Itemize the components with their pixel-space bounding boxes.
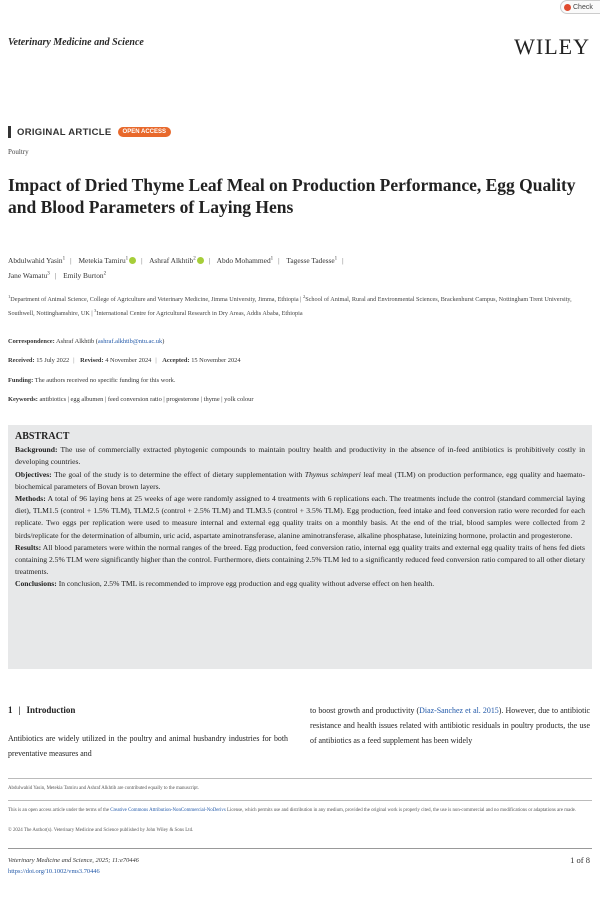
article-type-bar [8,126,11,138]
open-access-badge: OPEN ACCESS [118,127,171,137]
abstract-box [8,425,592,669]
abstract-objectives: Objectives: The goal of the study is to determine the effect of dietary supplementation with Thymus schimperi leaf meal (TLM) on production performance, egg quality and haemato-biochemical parameters of Bovan brown layers. [15,469,585,491]
funding: Funding: The authors received no specific funding for this work. [8,377,176,384]
affiliation: International Centre for Agricultural Research in Dry Areas, Addis Ababa, Ethiopia [96,310,303,318]
abstract-methods: Methods: A total of 96 laying hens at 25 weeks of age were randomly assigned to 4 treatments with 6 replications each. The treatments include the control (standard commercial laying diet), TLM1.5 (control + 1.5% TLM), TLM2.5 (control + 2.5% TLM) and TLM3.5 (control + 3.5% TLM). Egg production, feed intake and feed conversion ratio were recorded for each replicate. Two eggs per replication were used to measure internal and external egg quality traits on a monthly basis. At the end of the trial, blood samples were collected from 2 birds/replicate for the determination of albumin, uric acid, aspartate aminotransferase, alanine aminotransferase, alkaline phosphatase, luteinizing hormone, prolactin and progesterone. [15,494,585,540]
footer-citation [8,855,139,877]
footer-divider [8,848,592,849]
body-column-right [310,703,590,748]
author[interactable]: Tagesse Tadesse$^1$ [286,256,338,266]
page-number: 1 of 8 [570,855,590,865]
footnote-divider [8,800,592,801]
intro-paragraph-right: to boost growth and productivity (Diaz-Sanchez et al. 2015). However, due to antibiotic resistance and health issues related with antibiotic residuals in poultry products, the use of antibiotics as a feed supplement has been widely [310,706,591,745]
abstract-background: Background: The use of commercially extracted phytogenic compounds to maintain poultry health and productivity in the absence of in-feed antibiotics is prohibitively costly in developing countries. [15,445,585,467]
author[interactable]: Metekia Tamiru$^1$ [78,256,136,265]
affiliation: Department of Animal Science, College of Agriculture and Veterinary Medicine, Jimma University, Jimma, Ethiopia [10,296,299,304]
section-heading-introduction: 1 | Introduction [8,705,76,715]
abstract-results: Results: All blood parameters were within the normal ranges of the breed. Egg production, feed conversion ratio, internal egg quality traits and external egg quality traits of hens fed diets containing 2.5% TLM were significantly higher than the control. Furthermore, diets containing 2.5% TLM led to a significantly reduced feed conversion ratio compared to all other dietary treatments. [15,542,585,577]
abstract-conclusions: Conclusions: In conclusion, 2.5% TML is recommended to improve egg production and egg quality without adverse effect on hen health. [15,579,435,589]
author[interactable]: Jane Wamatu$^3$ [8,270,50,280]
article-title: Impact of Dried Thyme Leaf Meal on Production Performance, Egg Quality and Blood Parameters of Laying Hens [8,175,576,217]
article-section: Poultry [8,148,29,156]
check-icon [564,4,571,11]
license-link[interactable]: Creative Commons Attribution-NonCommercial-NoDerivs [110,808,226,813]
check-for-updates-badge[interactable] [560,0,600,14]
check-badge-label: Check [573,3,593,11]
footnote-divider [8,778,592,779]
keywords: Keywords: antibiotics | egg albumen | feed conversion ratio | progesterone | thyme | yolk colour [8,396,254,403]
body-column-left [8,703,288,761]
affiliations: $^1$Department of Animal Science, College of Agriculture and Veterinary Medicine, Jimma University, Jimma, Ethiopia | $^2$School of Animal, Rural and Environmental Sciences, Brackenhurst Campus, Nottingham Trent University, Southwell, Nottinghamshire, UK | $^3$International Centre for Agricultural Research in Dry Areas, Addis Ababa, Ethiopia [8,294,572,318]
journal-name: Veterinary Medicine and Science [8,37,144,48]
author[interactable]: Emily Burton$^2$ [63,270,107,280]
dates: Received: 15 July 2022 | Revised: 4 November 2024 | Accepted: 15 November 2024 [8,357,241,364]
correspondence: Correspondence: Ashraf Alkhtib (ashraf.alkhtib@ntu.ac.uk) [8,338,165,345]
article-type-label: ORIGINAL ARTICLE [17,126,112,138]
correspondence-email-link[interactable]: ashraf.alkhtib@ntu.ac.uk [97,338,163,345]
publisher-logo: WILEY [514,34,590,59]
author[interactable]: Abdo Mohammed$^1$ [216,256,274,266]
affiliation: School of Animal, Rural and Environmental Sciences, Brackenhurst Campus, Nottingham Trent University, Southwell, Nottinghamshire, UK [8,296,572,318]
doi-link[interactable]: https://doi.org/10.1002/vms3.70446 [8,868,100,875]
abstract-heading: ABSTRACT [15,431,70,442]
footnote-equal-contribution: Abdulwahid Yasin, Metekia Tamiru and Ashraf Alkhtib are contributed equally to the manuscript. [8,786,199,791]
article-type [8,126,171,138]
footnote-copyright: © 2024 The Author(s). Veterinary Medicine and Science published by John Wiley & Sons Ltd. [8,828,194,833]
orcid-icon[interactable] [197,257,204,264]
footnote-license: This is an open access article under the terms of the Creative Commons Attribution-NonCommercial-NoDerivs License, which permits use and distribution in any medium, provided the original work is properly cited, the use is non-commercial and no modifications or adaptations are made. [8,808,577,813]
citation-link[interactable]: Diaz-Sanchez et al. 2015 [419,706,499,715]
orcid-icon[interactable] [129,257,136,264]
intro-paragraph-left: Antibiotics are widely utilized in the poultry and animal husbandry industries for both preventative measures and [8,734,288,758]
author[interactable]: Abdulwahid Yasin$^1$ [8,256,66,266]
author[interactable]: Ashraf Alkhtib$^2$ [149,256,204,265]
footer-journal: Veterinary Medicine and Science, 2025; 11:e70446 [8,857,139,864]
author-list: Abdulwahid Yasin$^1$ | Metekia Tamiru$^1$ | Ashraf Alkhtib$^2$ | Abdo Mohammed$^1$ | Tagesse Tadesse$^1$ | Jane Wamatu$^3$ | Emily Burton$^2$ [8,256,344,280]
